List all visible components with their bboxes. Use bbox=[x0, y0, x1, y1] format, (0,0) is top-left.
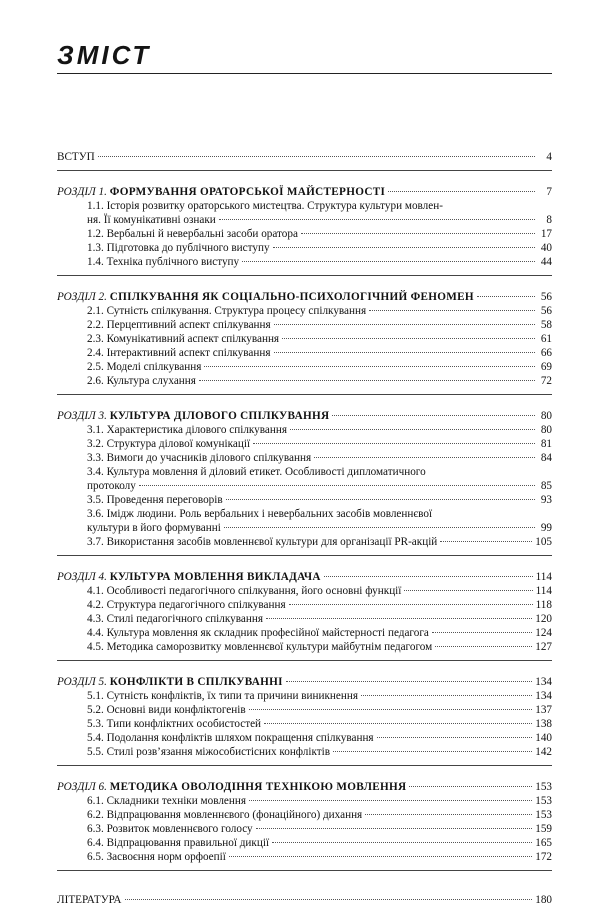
chapter-number: РОЗДІЛ 5. bbox=[57, 676, 107, 688]
toc-item[interactable] bbox=[57, 521, 552, 535]
toc-item-label: 1.4. Техніка публічного виступу bbox=[87, 256, 240, 268]
toc-chapter-heading[interactable] bbox=[57, 409, 552, 423]
toc-item-page: 44 bbox=[540, 256, 552, 268]
toc-item-label: 1.2. Вербальні й невербальні засоби оратора bbox=[87, 228, 298, 240]
toc-item-page: 172 bbox=[535, 851, 552, 863]
dot-leader bbox=[377, 737, 533, 738]
chapter-name: КУЛЬТУРА ДІЛОВОГО СПІЛКУВАННЯ bbox=[109, 410, 330, 422]
toc-item-label: 4.1. Особливості педагогічного спілкування, його основні функції bbox=[87, 585, 402, 597]
toc-item-label: 3.7. Використання засобів мовленнєвої культури для організації PR-акцій bbox=[87, 536, 438, 548]
section-divider bbox=[57, 275, 552, 276]
toc-item[interactable] bbox=[57, 584, 552, 598]
toc-item-label: 3.1. Характеристика ділового спілкування bbox=[87, 424, 287, 436]
toc-item-label: 2.5. Моделі спілкування bbox=[87, 361, 202, 373]
dot-leader bbox=[388, 191, 535, 192]
dot-leader bbox=[249, 800, 532, 801]
toc-item-label: 6.4. Відпрацювання правильної дикції bbox=[87, 837, 270, 849]
dot-leader bbox=[219, 219, 535, 220]
dot-leader bbox=[272, 842, 532, 843]
toc-item-page: 137 bbox=[535, 704, 552, 716]
chapter-number: РОЗДІЛ 1. bbox=[57, 186, 107, 198]
toc-item-line: 3.4. Культура мовлення й діловий етикет. Особливості дипломатичного bbox=[87, 466, 426, 478]
toc-item[interactable] bbox=[57, 850, 552, 864]
toc-item[interactable] bbox=[57, 598, 552, 612]
toc-item-label: 5.3. Типи конфліктних особистостей bbox=[87, 718, 262, 730]
toc-item[interactable] bbox=[57, 318, 552, 332]
toc-item-label: протоколу bbox=[87, 480, 136, 492]
toc-item-page: 17 bbox=[540, 228, 552, 240]
dot-leader bbox=[199, 380, 535, 381]
dot-leader bbox=[324, 576, 533, 577]
toc-item-page: 120 bbox=[535, 613, 552, 625]
dot-leader bbox=[204, 366, 535, 367]
toc-chapter-heading[interactable] bbox=[57, 675, 552, 689]
dot-leader bbox=[266, 618, 532, 619]
toc-item-label: 6.2. Відпрацювання мовленнєвого (фонаційного) дихання bbox=[87, 809, 363, 821]
toc-item-page: 56 bbox=[540, 305, 552, 317]
toc-item-page: 134 bbox=[535, 690, 552, 702]
toc-item-label: 6.5. Засвоєння норм орфоепії bbox=[87, 851, 226, 863]
toc-item-label: ня. Її комунікативні ознаки bbox=[87, 214, 216, 226]
chapter-page: 134 bbox=[535, 676, 552, 688]
toc-entry-literature[interactable] bbox=[57, 893, 552, 907]
toc-item-label: 3.5. Проведення переговорів bbox=[87, 494, 223, 506]
toc-item[interactable] bbox=[57, 535, 552, 549]
toc-item-page: 114 bbox=[535, 585, 552, 597]
toc-item-page: 159 bbox=[535, 823, 552, 835]
chapter-page: 80 bbox=[540, 410, 552, 422]
toc-item[interactable] bbox=[57, 360, 552, 374]
toc-item[interactable] bbox=[57, 822, 552, 836]
toc-item[interactable] bbox=[57, 745, 552, 759]
toc-item-page: 124 bbox=[535, 627, 552, 639]
toc-item-page: 153 bbox=[535, 795, 552, 807]
toc-item-label: 3.2. Структура ділової комунікації bbox=[87, 438, 251, 450]
dot-leader bbox=[273, 247, 535, 248]
dot-leader bbox=[290, 429, 535, 430]
toc-item-page: 127 bbox=[535, 641, 552, 653]
chapter-title bbox=[57, 409, 329, 423]
dot-leader bbox=[432, 632, 532, 633]
toc-item-page: 105 bbox=[535, 536, 552, 548]
section-divider bbox=[57, 394, 552, 395]
section-divider bbox=[57, 765, 552, 766]
toc-item-page: 80 bbox=[540, 424, 552, 436]
toc-entry-page: 180 bbox=[535, 894, 552, 906]
toc-item-page: 72 bbox=[540, 375, 552, 387]
toc-item-label: 6.3. Розвиток мовленнєвого голосу bbox=[87, 823, 253, 835]
dot-leader bbox=[286, 681, 532, 682]
toc-item-label: 2.3. Комунікативний аспект спілкування bbox=[87, 333, 280, 345]
chapter-name: МЕТОДИКА ОВОЛОДІННЯ ТЕХНІКОЮ МОВЛЕННЯ bbox=[109, 781, 407, 793]
dot-leader bbox=[314, 457, 535, 458]
toc-item[interactable] bbox=[57, 423, 552, 437]
toc-chapter-heading[interactable] bbox=[57, 290, 552, 304]
table-of-contents bbox=[57, 150, 552, 907]
toc-item-page: 140 bbox=[535, 732, 552, 744]
toc-item-page: 58 bbox=[540, 319, 552, 331]
chapter-title bbox=[57, 290, 474, 304]
toc-item[interactable] bbox=[57, 255, 552, 269]
dot-leader bbox=[333, 751, 532, 752]
toc-item-page: 61 bbox=[540, 333, 552, 345]
toc-item-line: 3.6. Імідж людини. Роль вербальних і невербальних засобів мовленнєвої bbox=[87, 508, 433, 520]
dot-leader bbox=[249, 709, 533, 710]
toc-item-label: 4.3. Стилі педагогічного спілкування bbox=[87, 613, 263, 625]
toc-item[interactable] bbox=[57, 241, 552, 255]
dot-leader bbox=[229, 856, 532, 857]
section-divider bbox=[57, 870, 552, 871]
toc-item[interactable] bbox=[57, 213, 552, 227]
toc-item[interactable] bbox=[57, 304, 552, 318]
chapter-number: РОЗДІЛ 4. bbox=[57, 571, 107, 583]
toc-item-page: 118 bbox=[535, 599, 552, 611]
toc-item[interactable] bbox=[57, 374, 552, 388]
toc-item-page: 69 bbox=[540, 361, 552, 373]
page-title: ЗМІСТ bbox=[57, 40, 152, 70]
dot-leader bbox=[139, 485, 535, 486]
toc-item-label: 3.3. Вимоги до учасників ділового спілкування bbox=[87, 452, 312, 464]
toc-chapter-heading[interactable] bbox=[57, 570, 552, 584]
chapter-title bbox=[57, 780, 406, 794]
toc-item[interactable] bbox=[57, 612, 552, 626]
toc-item-page: 81 bbox=[540, 438, 552, 450]
dot-leader bbox=[404, 590, 532, 591]
dot-leader bbox=[361, 695, 532, 696]
chapter-name: ФОРМУВАННЯ ОРАТОРСЬКОЇ МАЙСТЕРНОСТІ bbox=[109, 186, 386, 198]
toc-item-line: 1.1. Історія розвитку ораторського мистецтва. Структура культури мовлен- bbox=[87, 200, 443, 212]
toc-item-label: 2.6. Культура слухання bbox=[87, 375, 196, 387]
section-divider bbox=[57, 555, 552, 556]
dot-leader bbox=[98, 156, 535, 157]
toc-item-label: 1.3. Підготовка до публічного виступу bbox=[87, 242, 270, 254]
toc-entry-intro[interactable] bbox=[57, 150, 552, 164]
toc-item-page: 165 bbox=[535, 837, 552, 849]
dot-leader bbox=[289, 604, 533, 605]
chapter-page: 7 bbox=[546, 186, 552, 198]
title-rule bbox=[57, 73, 552, 74]
toc-item[interactable] bbox=[57, 640, 552, 654]
dot-leader bbox=[301, 233, 535, 234]
dot-leader bbox=[274, 352, 535, 353]
chapter-list bbox=[57, 170, 552, 864]
toc-item-label: культури в його формуванні bbox=[87, 522, 221, 534]
toc-item[interactable] bbox=[57, 346, 552, 360]
chapter-title bbox=[57, 185, 385, 199]
toc-item-label: 6.1. Складники техніки мовлення bbox=[87, 795, 247, 807]
chapter-title bbox=[57, 675, 283, 689]
section-divider bbox=[57, 170, 552, 171]
toc-entry-label: ВСТУП bbox=[57, 151, 95, 163]
dot-leader bbox=[435, 646, 532, 647]
chapter-number: РОЗДІЛ 6. bbox=[57, 781, 107, 793]
toc-item[interactable] bbox=[57, 703, 552, 717]
dot-leader bbox=[369, 310, 535, 311]
toc-item-page: 40 bbox=[540, 242, 552, 254]
dot-leader bbox=[365, 814, 532, 815]
toc-item-page: 153 bbox=[535, 809, 552, 821]
toc-chapter-heading[interactable] bbox=[57, 185, 552, 199]
toc-item[interactable] bbox=[57, 332, 552, 346]
chapter-name: КУЛЬТУРА МОВЛЕННЯ ВИКЛАДАЧА bbox=[109, 571, 321, 583]
toc-item[interactable] bbox=[57, 717, 552, 731]
toc-item-label: 2.2. Перцептивний аспект спілкування bbox=[87, 319, 271, 331]
chapter-page: 114 bbox=[535, 571, 552, 583]
toc-item[interactable] bbox=[57, 493, 552, 507]
toc-entry-page: 4 bbox=[546, 151, 552, 163]
chapter-page: 56 bbox=[540, 291, 552, 303]
toc-item-label: 4.5. Методика саморозвитку мовленнєвої культури майбутнім педагогом bbox=[87, 641, 433, 653]
toc-item[interactable] bbox=[57, 451, 552, 465]
toc-item-label: 5.2. Основні види конфліктогенів bbox=[87, 704, 246, 716]
toc-item-page: 99 bbox=[540, 522, 552, 534]
dot-leader bbox=[477, 296, 535, 297]
dot-leader bbox=[332, 415, 535, 416]
toc-item-label: 4.4. Культура мовлення як складник професійної майстерності педагога bbox=[87, 627, 429, 639]
dot-leader bbox=[125, 899, 533, 900]
chapter-name: СПІЛКУВАННЯ ЯК СОЦІАЛЬНО-ПСИХОЛОГІЧНИЙ ФЕНОМЕН bbox=[109, 291, 474, 303]
dot-leader bbox=[226, 499, 535, 500]
dot-leader bbox=[440, 541, 532, 542]
chapter-number: РОЗДІЛ 2. bbox=[57, 291, 107, 303]
dot-leader bbox=[274, 324, 535, 325]
toc-item-page: 142 bbox=[535, 746, 552, 758]
toc-item[interactable] bbox=[57, 836, 552, 850]
chapter-number: РОЗДІЛ 3. bbox=[57, 410, 107, 422]
toc-item[interactable] bbox=[57, 808, 552, 822]
chapter-name: КОНФЛІКТИ В СПІЛКУВАННІ bbox=[109, 676, 283, 688]
toc-item[interactable] bbox=[57, 794, 552, 808]
toc-item-page: 8 bbox=[546, 214, 552, 226]
dot-leader bbox=[282, 338, 535, 339]
toc-item-page: 66 bbox=[540, 347, 552, 359]
dot-leader bbox=[409, 786, 532, 787]
toc-item[interactable] bbox=[57, 626, 552, 640]
dot-leader bbox=[242, 261, 535, 262]
dot-leader bbox=[264, 723, 532, 724]
toc-item-page: 93 bbox=[540, 494, 552, 506]
dot-leader bbox=[224, 527, 535, 528]
toc-item[interactable] bbox=[57, 731, 552, 745]
toc-item[interactable] bbox=[57, 437, 552, 451]
toc-item[interactable] bbox=[57, 227, 552, 241]
toc-item-page: 138 bbox=[535, 718, 552, 730]
toc-item[interactable] bbox=[57, 479, 552, 493]
dot-leader bbox=[256, 828, 533, 829]
toc-item-label: 2.4. Інтерактивний аспект спілкування bbox=[87, 347, 271, 359]
section-divider bbox=[57, 660, 552, 661]
toc-item-label: 4.2. Структура педагогічного спілкування bbox=[87, 599, 286, 611]
toc-item-label: 5.1. Сутність конфліктів, їх типи та причини виникнення bbox=[87, 690, 359, 702]
toc-item-label: 5.4. Подолання конфліктів шляхом покращення спілкування bbox=[87, 732, 374, 744]
toc-chapter-heading[interactable] bbox=[57, 780, 552, 794]
toc-item-label: 2.1. Сутність спілкування. Структура процесу спілкування bbox=[87, 305, 367, 317]
dot-leader bbox=[253, 443, 535, 444]
chapter-title bbox=[57, 570, 321, 584]
toc-entry-label: ЛІТЕРАТУРА bbox=[57, 894, 122, 906]
toc-item-page: 85 bbox=[540, 480, 552, 492]
toc-item-label: 5.5. Стилі розв’язання міжособистісних конфліктів bbox=[87, 746, 331, 758]
toc-item[interactable] bbox=[57, 689, 552, 703]
toc-item-page: 84 bbox=[540, 452, 552, 464]
chapter-page: 153 bbox=[535, 781, 552, 793]
